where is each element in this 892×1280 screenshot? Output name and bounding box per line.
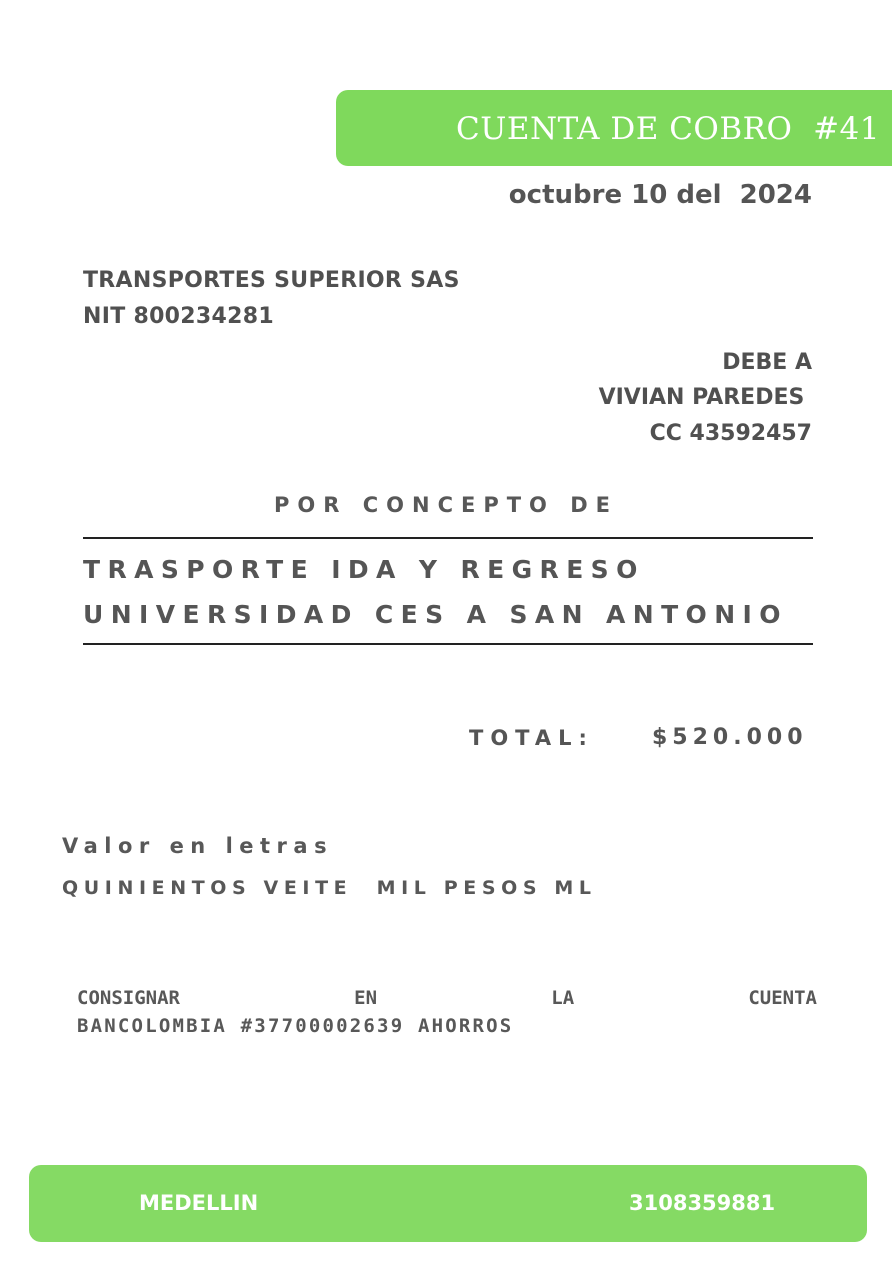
footer-city: MEDELLIN [139, 1191, 259, 1215]
divider-bottom [83, 643, 813, 645]
concept-line-1: TRASPORTE IDA Y REGRESO [83, 555, 645, 584]
concept-line-2: UNIVERSIDAD CES A SAN ANTONIO [83, 600, 788, 629]
amount-in-words-label: Valor en letras [62, 834, 334, 858]
payment-account: BANCOLOMBIA #37700002639 AHORROS [77, 1015, 514, 1037]
payment-word: EN [354, 987, 378, 1009]
divider-top [83, 537, 813, 539]
debtor-company-name: TRANSPORTES SUPERIOR SAS [83, 268, 460, 293]
payment-word: CONSIGNAR [77, 987, 180, 1009]
concept-heading: POR CONCEPTO DE [274, 493, 618, 517]
payment-word: CUENTA [748, 987, 817, 1009]
amount-in-words-value: QUINIENTOS VEITE MIL PESOS ML [62, 877, 597, 899]
footer-phone: 3108359881 [629, 1191, 776, 1215]
debtor-nit: NIT 800234281 [83, 304, 274, 329]
total-label: TOTAL: [469, 726, 594, 750]
creditor-name: VIVIAN PAREDES [598, 385, 812, 410]
payment-word: LA [551, 987, 575, 1009]
total-amount: $520.000 [652, 725, 808, 750]
payment-instruction-line-1 [77, 987, 817, 1009]
issue-date: octubre 10 del 2024 [508, 180, 812, 210]
creditor-heading: DEBE A [722, 350, 812, 375]
document-title: CUENTA DE COBRO #41 [456, 111, 880, 147]
creditor-id: CC 43592457 [649, 421, 812, 446]
